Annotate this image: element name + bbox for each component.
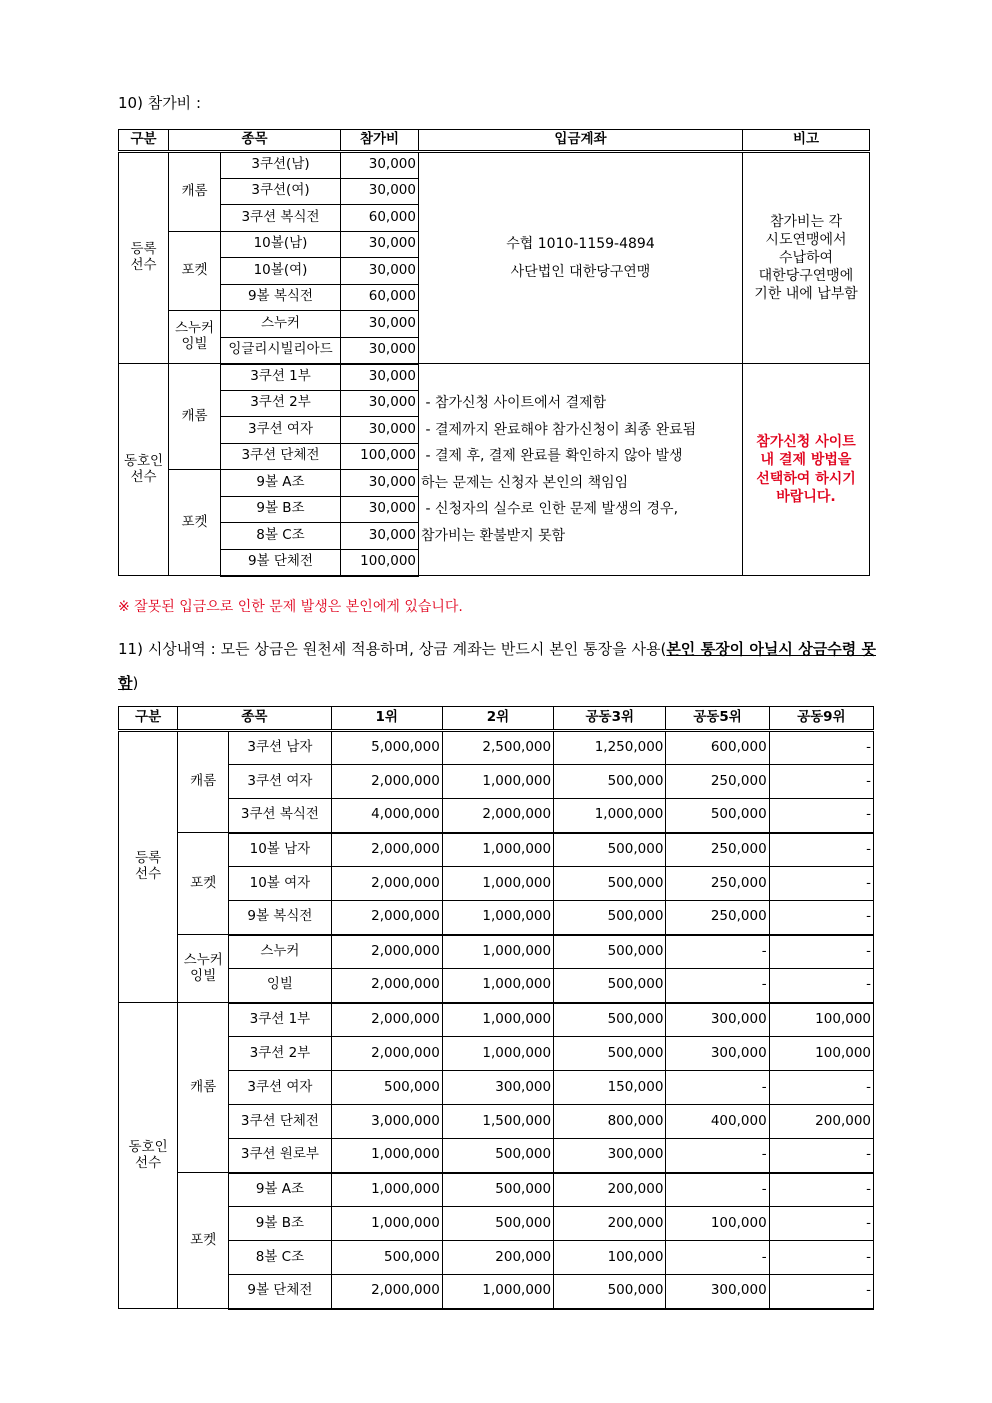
prize-cell: 1,000,000 (442, 867, 553, 901)
fee-cell: 30,000 (341, 364, 419, 391)
header-rank-3: 공동3위 (554, 707, 666, 731)
prize-cell: 200,000 (554, 1207, 666, 1241)
table-row (119, 833, 874, 867)
event-cell: 스누커 (221, 311, 341, 338)
prize-cell: 1,000,000 (442, 1037, 553, 1071)
event-cell: 9볼 단체전 (229, 1275, 331, 1309)
prize-cell: - (769, 799, 873, 833)
subgroup-cell: 캐롬 (169, 364, 221, 470)
prize-cell: 500,000 (554, 1003, 666, 1037)
fee-cell: 30,000 (341, 337, 419, 364)
prize-cell: - (769, 1207, 873, 1241)
prize-cell: 2,500,000 (442, 731, 553, 765)
prize-cell: 500,000 (442, 1173, 553, 1207)
event-cell: 3쿠션 1부 (221, 364, 341, 391)
event-cell: 10볼 여자 (229, 867, 331, 901)
event-cell: 3쿠션 2부 (221, 390, 341, 417)
header-category: 구분 (119, 130, 169, 152)
account-line: 수협 1010-1159-4894 (506, 236, 655, 252)
prize-cell: 500,000 (554, 1275, 666, 1309)
table-row (119, 969, 874, 1003)
subgroup-cell: 캐롬 (178, 731, 229, 833)
prize-cell: 2,000,000 (331, 867, 442, 901)
header-account: 입금계좌 (419, 130, 743, 152)
prize-cell: - (666, 969, 769, 1003)
event-cell: 9볼 복식전 (229, 901, 331, 935)
prize-cell: 500,000 (442, 1139, 553, 1173)
subgroup-cell: 포켓 (178, 1173, 229, 1309)
prize-cell: - (769, 833, 873, 867)
header-note: 비고 (743, 130, 870, 152)
prize-cell: 2,000,000 (331, 833, 442, 867)
prize-cell: - (769, 935, 873, 969)
prize-cell: 150,000 (554, 1071, 666, 1105)
prize-cell: 100,000 (666, 1207, 769, 1241)
prize-cell: 1,000,000 (442, 901, 553, 935)
prize-cell: 300,000 (442, 1071, 553, 1105)
prize-cell: 1,000,000 (442, 1003, 553, 1037)
prize-cell: 300,000 (666, 1037, 769, 1071)
prize-cell: 500,000 (331, 1241, 442, 1275)
header-rank-1: 1위 (331, 707, 442, 731)
fee-cell: 30,000 (341, 311, 419, 338)
event-cell: 3쿠션 여자 (221, 417, 341, 444)
entry-fee-table (118, 129, 870, 577)
fee-cell: 30,000 (341, 258, 419, 285)
event-cell: 3쿠션 여자 (229, 765, 331, 799)
header-fee: 참가비 (341, 130, 419, 152)
subgroup-cell: 캐롬 (169, 152, 221, 232)
table-row (119, 935, 874, 969)
category-cell: 등록 선수 (119, 731, 178, 1003)
subgroup-cell: 포켓 (169, 231, 221, 311)
note-cell: 참가신청 사이트 내 결제 방법을 선택하여 하시기 바랍니다. (743, 364, 870, 576)
table-row (119, 1207, 874, 1241)
prize-cell: 500,000 (554, 935, 666, 969)
prize-cell: 300,000 (554, 1139, 666, 1173)
table-row (119, 901, 874, 935)
prize-cell: 300,000 (666, 1275, 769, 1309)
fee-cell: 60,000 (341, 205, 419, 232)
prize-cell: 200,000 (442, 1241, 553, 1275)
prize-cell: 2,000,000 (331, 765, 442, 799)
account-cell (419, 152, 743, 364)
prize-cell: 1,000,000 (442, 833, 553, 867)
event-cell: 3쿠션 복식전 (229, 799, 331, 833)
prize-cell: 500,000 (554, 1037, 666, 1071)
section-11-title (118, 632, 876, 700)
table-row (119, 152, 870, 179)
event-cell: 3쿠션 단체전 (229, 1105, 331, 1139)
prize-cell: 1,000,000 (442, 935, 553, 969)
prize-cell: 500,000 (666, 799, 769, 833)
prize-cell: 250,000 (666, 867, 769, 901)
prize-cell: 200,000 (769, 1105, 873, 1139)
prize-cell: 100,000 (769, 1037, 873, 1071)
prize-table (118, 706, 874, 1310)
instruction-line: - 결제까지 완료해야 참가신청이 최종 완료됨 (421, 421, 697, 438)
event-cell: 3쿠션 2부 (229, 1037, 331, 1071)
prize-cell: - (666, 1139, 769, 1173)
prize-cell: 500,000 (554, 867, 666, 901)
fee-cell: 30,000 (341, 523, 419, 550)
event-cell: 10볼(남) (221, 231, 341, 258)
event-cell: 3쿠션 단체전 (221, 443, 341, 470)
event-cell: 9볼 A조 (221, 470, 341, 497)
prize-cell: 2,000,000 (331, 1037, 442, 1071)
table-row (119, 1241, 874, 1275)
prize-cell: 200,000 (554, 1173, 666, 1207)
prize-cell: - (666, 1241, 769, 1275)
event-cell: 8볼 C조 (229, 1241, 331, 1275)
fee-cell: 30,000 (341, 417, 419, 444)
prize-cell: 3,000,000 (331, 1105, 442, 1139)
event-cell: 9볼 단체전 (221, 549, 341, 576)
table-row (119, 731, 874, 765)
section-10-title: 10) 참가비 : (118, 94, 201, 112)
prize-cell: 1,000,000 (554, 799, 666, 833)
instruction-line: - 결제 후, 결제 완료를 확인하지 않아 발생 (421, 448, 683, 464)
prize-cell: 800,000 (554, 1105, 666, 1139)
header-event: 종목 (178, 707, 331, 731)
prize-cell: 1,000,000 (442, 969, 553, 1003)
category-cell: 동호인 선수 (119, 364, 169, 576)
prize-cell: 2,000,000 (331, 1003, 442, 1037)
header-rank-5: 공동5위 (666, 707, 769, 731)
prize-cell: - (769, 731, 873, 765)
prize-cell: - (666, 1173, 769, 1207)
prize-cell: 500,000 (554, 833, 666, 867)
prize-cell: - (666, 935, 769, 969)
prize-cell: - (769, 867, 873, 901)
prize-cell: 2,000,000 (331, 1275, 442, 1309)
event-cell: 9볼 B조 (221, 496, 341, 523)
prize-cell: 2,000,000 (331, 901, 442, 935)
event-cell: 9볼 B조 (229, 1207, 331, 1241)
subgroup-cell: 포켓 (178, 833, 229, 935)
prize-cell: 500,000 (554, 901, 666, 935)
instruction-line: - 신청자의 실수로 인한 문제 발생의 경우, (421, 501, 679, 517)
category-cell: 동호인 선수 (119, 1003, 178, 1309)
prize-cell: 1,250,000 (554, 731, 666, 765)
prize-cell: 100,000 (554, 1241, 666, 1275)
category-cell: 등록 선수 (119, 152, 169, 364)
table-row (119, 867, 874, 901)
table-row (119, 1139, 874, 1173)
event-cell: 3쿠션 남자 (229, 731, 331, 765)
instruction-line: 참가비는 환불받지 못함 (421, 527, 566, 544)
prize-cell: 250,000 (666, 765, 769, 799)
event-cell: 3쿠션 1부 (229, 1003, 331, 1037)
table-row (119, 1275, 874, 1309)
table-row (119, 1105, 874, 1139)
section-11-title-text: 11) 시상내역 : 모든 상금은 원천세 적용하며, 상금 계좌는 반드시 본인 통장을 사용( (118, 640, 667, 658)
table-row (119, 1003, 874, 1037)
prize-cell: 300,000 (666, 1003, 769, 1037)
prize-cell: - (769, 901, 873, 935)
instruction-line: - 참가신청 사이트에서 결제함 (421, 395, 607, 411)
subgroup-cell: 캐롬 (178, 1003, 229, 1173)
table-row (119, 1037, 874, 1071)
event-cell: 3쿠션(여) (221, 178, 341, 205)
section-11-title-end: ) (132, 674, 139, 692)
prize-cell: - (769, 1139, 873, 1173)
event-cell: 잉글리시빌리아드 (221, 337, 341, 364)
fee-table-body (119, 152, 870, 576)
fee-cell: 30,000 (341, 470, 419, 497)
fee-cell: 30,000 (341, 390, 419, 417)
prize-cell: 1,500,000 (442, 1105, 553, 1139)
table-header-row (119, 707, 874, 731)
fee-cell: 30,000 (341, 231, 419, 258)
table-row (119, 765, 874, 799)
prize-cell: - (769, 1275, 873, 1309)
event-cell: 10볼 남자 (229, 833, 331, 867)
subgroup-cell: 스누커 잉빌 (169, 311, 221, 364)
prize-cell: 250,000 (666, 833, 769, 867)
event-cell: 3쿠션 복식전 (221, 205, 341, 232)
prize-cell: 1,000,000 (331, 1207, 442, 1241)
event-cell: 9볼 복식전 (221, 284, 341, 311)
prize-cell: - (769, 1173, 873, 1207)
header-category: 구분 (119, 707, 178, 731)
prize-cell: 2,000,000 (331, 969, 442, 1003)
subgroup-cell: 스누커 잉빌 (178, 935, 229, 1003)
instruction-line: 하는 문제는 신청자 본인의 책임임 (421, 474, 629, 491)
event-cell: 3쿠션 여자 (229, 1071, 331, 1105)
prize-cell: 4,000,000 (331, 799, 442, 833)
prize-cell: 500,000 (331, 1071, 442, 1105)
note-cell: 참가비는 각 시도연맹에서 수납하여 대한당구연맹에 기한 내에 납부함 (743, 152, 870, 364)
prize-cell: - (769, 1071, 873, 1105)
table-header-row (119, 130, 870, 152)
prize-cell: 2,000,000 (331, 935, 442, 969)
event-cell: 9볼 A조 (229, 1173, 331, 1207)
header-event: 종목 (169, 130, 341, 152)
prize-cell: 100,000 (769, 1003, 873, 1037)
fee-cell: 30,000 (341, 152, 419, 179)
section-11-title-underlined: 본인 통장이 아닐시 상금수령 못함 (118, 640, 876, 692)
prize-cell: 500,000 (554, 969, 666, 1003)
prize-cell: 250,000 (666, 901, 769, 935)
prize-cell: 1,000,000 (331, 1139, 442, 1173)
prize-cell: 400,000 (666, 1105, 769, 1139)
fee-cell: 30,000 (341, 496, 419, 523)
prize-cell: 500,000 (442, 1207, 553, 1241)
table-row (119, 1173, 874, 1207)
event-cell: 3쿠션(남) (221, 152, 341, 179)
prize-cell: - (769, 1241, 873, 1275)
prize-cell: 2,000,000 (442, 799, 553, 833)
fee-cell: 30,000 (341, 178, 419, 205)
table-row (119, 799, 874, 833)
prize-cell: - (769, 765, 873, 799)
prize-table-body (119, 731, 874, 1309)
fee-cell: 100,000 (341, 443, 419, 470)
account-line: 사단법인 대한당구연맹 (510, 264, 651, 280)
prize-cell: 1,000,000 (442, 765, 553, 799)
header-rank-2: 2위 (442, 707, 553, 731)
account-cell (419, 364, 743, 576)
prize-cell: - (769, 969, 873, 1003)
event-cell: 8볼 C조 (221, 523, 341, 550)
header-rank-9: 공동9위 (769, 707, 873, 731)
event-cell: 스누커 (229, 935, 331, 969)
prize-cell: - (666, 1071, 769, 1105)
event-cell: 잉빌 (229, 969, 331, 1003)
prize-cell: 1,000,000 (442, 1275, 553, 1309)
subgroup-cell: 포켓 (169, 470, 221, 576)
event-cell: 10볼(여) (221, 258, 341, 285)
prize-cell: 500,000 (554, 765, 666, 799)
prize-cell: 1,000,000 (331, 1173, 442, 1207)
deposit-warning: ※ 잘못된 입금으로 인한 문제 발생은 본인에게 있습니다. (118, 599, 463, 615)
event-cell: 3쿠션 원로부 (229, 1139, 331, 1173)
prize-cell: 600,000 (666, 731, 769, 765)
table-row (119, 364, 870, 391)
fee-cell: 60,000 (341, 284, 419, 311)
table-row (119, 1071, 874, 1105)
prize-cell: 5,000,000 (331, 731, 442, 765)
fee-cell: 100,000 (341, 549, 419, 576)
